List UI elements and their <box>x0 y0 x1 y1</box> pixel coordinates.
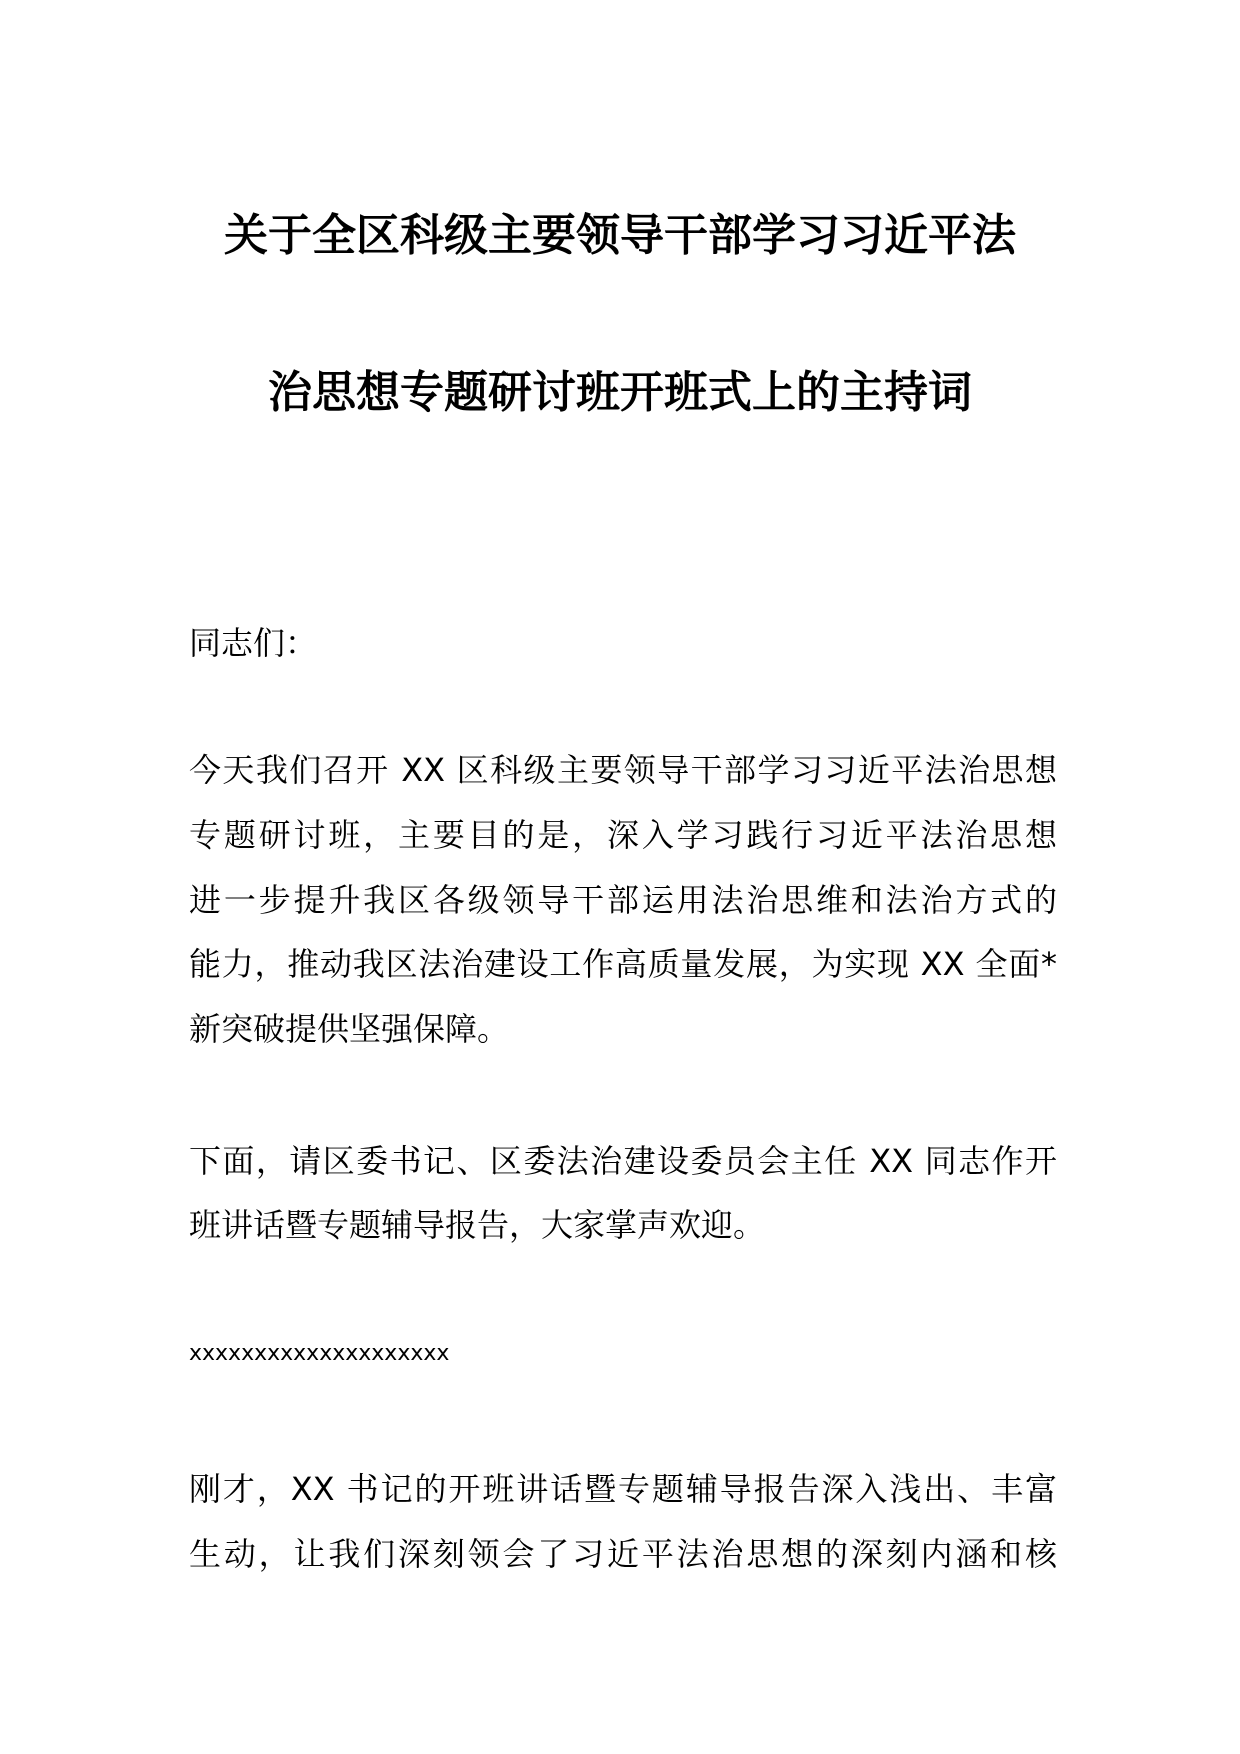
paragraph-line: 今天我们召开 XX 区科级主要领导干部学习习近平法治思想 <box>189 751 1057 789</box>
document-title-line-1: 关于全区科级主要领导干部学习习近平法 <box>224 210 1016 261</box>
paragraph-line: 新突破提供坚强保障。 <box>189 1010 510 1048</box>
paragraph-line: 刚才，XX 书记的开班讲话暨专题辅导报告深入浅出、丰富 <box>189 1470 1057 1508</box>
salutation: 同志们： <box>189 624 318 662</box>
paragraph-line: 班讲话暨专题辅导报告，大家掌声欢迎。 <box>189 1206 766 1244</box>
document-title-line-2: 治思想专题研讨班开班式上的主持词 <box>268 367 972 418</box>
paragraph-line: 生动，让我们深刻领会了习近平法治思想的深刻内涵和核 <box>189 1535 1057 1573</box>
paragraph-line: 下面，请区委书记、区委法治建设委员会主任 XX 同志作开 <box>189 1142 1057 1180</box>
separator-text: xxxxxxxxxxxxxxxxxxxx <box>189 1341 450 1366</box>
paragraph-line: 能力，推动我区法治建设工作高质量发展，为实现 XX 全面* <box>189 945 1057 983</box>
paragraph-line: 进一步提升我区各级领导干部运用法治思维和法治方式的 <box>189 881 1057 919</box>
paragraph-line: 专题研讨班，主要目的是，深入学习践行习近平法治思想 <box>189 816 1057 854</box>
